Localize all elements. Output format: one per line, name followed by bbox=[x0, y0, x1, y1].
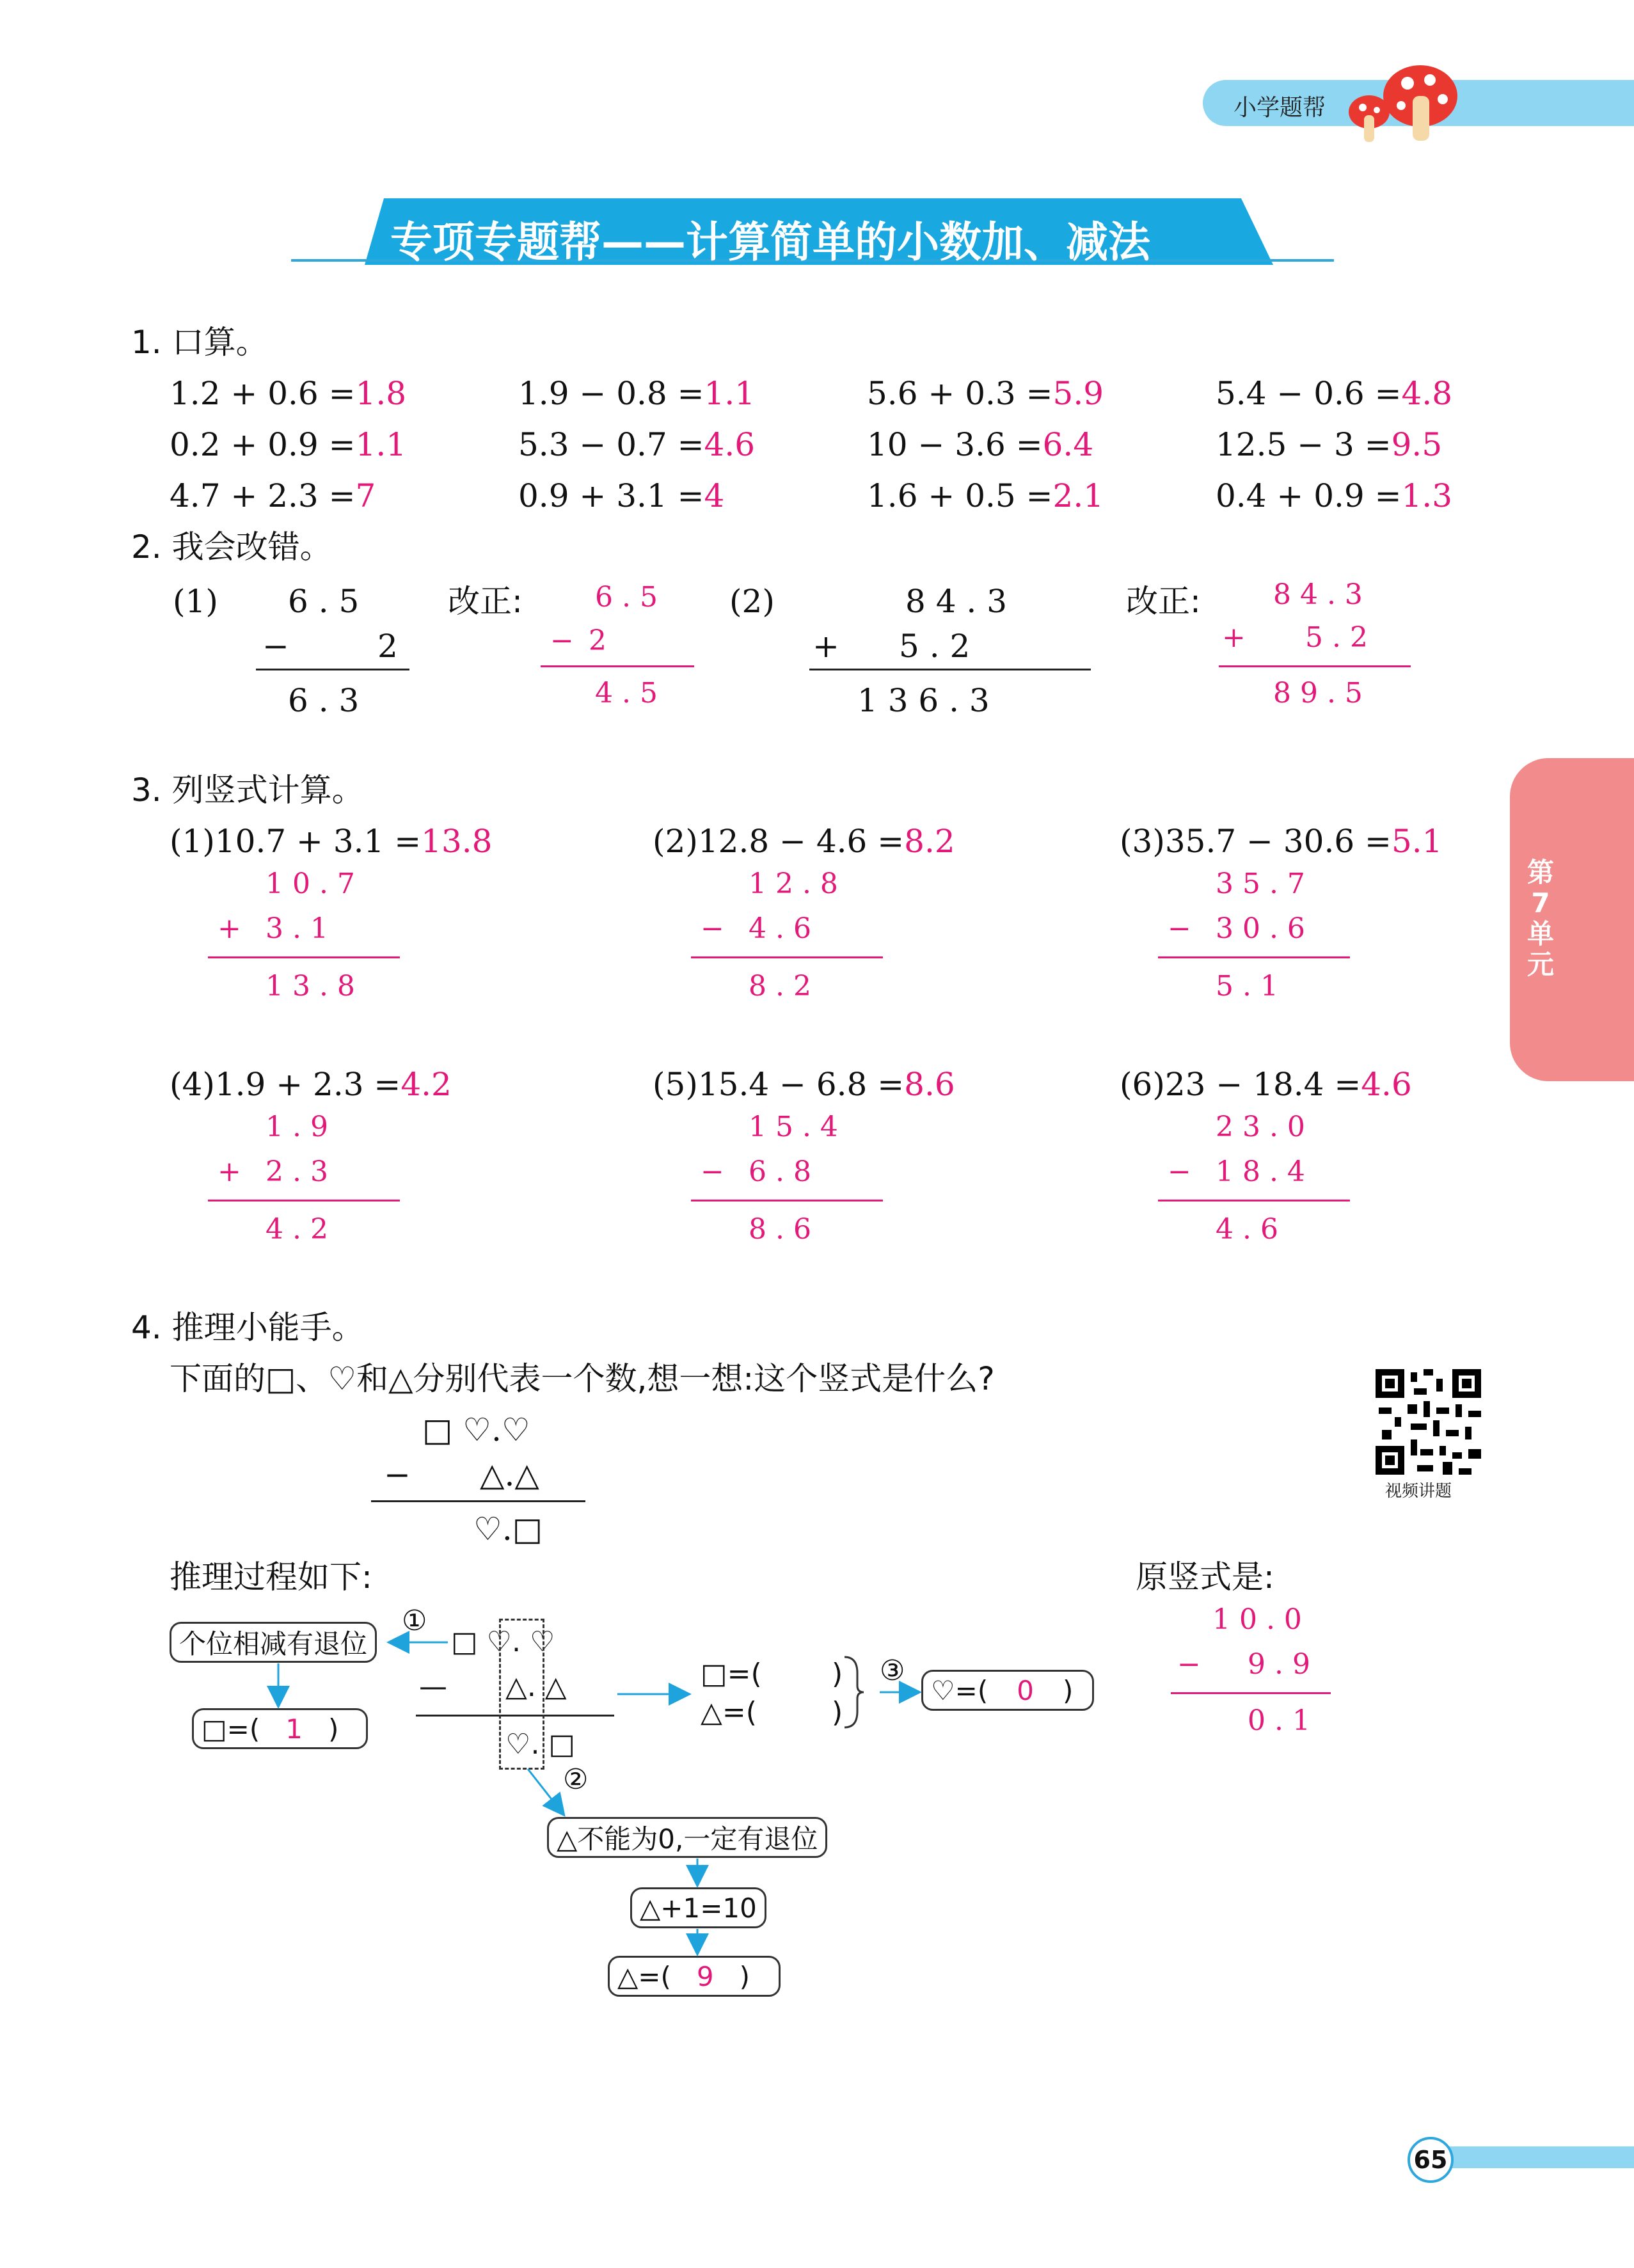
q2-p1-top: 6 . 5 bbox=[288, 583, 360, 620]
calc-expression bbox=[653, 1066, 955, 1103]
mushroom-icon bbox=[1337, 58, 1465, 147]
vertical-op: − bbox=[701, 1155, 724, 1188]
q2-p2-second: 5 . 2 bbox=[899, 628, 971, 665]
q4-puzzle-op: − bbox=[384, 1456, 411, 1493]
vertical-second: 3 0 . 6 bbox=[1216, 912, 1305, 945]
col-result: ♡. □ bbox=[505, 1728, 575, 1761]
vertical-result: 8 . 6 bbox=[749, 1213, 811, 1246]
calc-expr-text: (1)10.7 + 3.1 = bbox=[170, 823, 422, 860]
answer-second: 9 . 9 bbox=[1248, 1648, 1310, 1681]
vertical-second: 2 . 3 bbox=[266, 1155, 328, 1188]
q4-puzzle-second: △.△ bbox=[480, 1456, 539, 1493]
q4-puzzle-result: ♡.□ bbox=[473, 1511, 543, 1548]
triangle-value: 9 bbox=[696, 1960, 714, 1992]
oral-answer: 6.4 bbox=[1042, 426, 1094, 463]
col-top: □ ♡. ♡ bbox=[451, 1626, 555, 1658]
heart-result-text: ♡=( bbox=[931, 1674, 988, 1706]
oral-answer: 4 bbox=[704, 477, 725, 514]
q2-p2-fix-second: 5 . 2 bbox=[1305, 621, 1368, 654]
vertical-top: 1 2 . 8 bbox=[749, 868, 838, 900]
calc-expr-text: (6)23 − 18.4 = bbox=[1120, 1066, 1361, 1103]
vertical-op: − bbox=[701, 912, 724, 945]
vertical-result: 8 . 2 bbox=[749, 970, 811, 1003]
oral-item bbox=[1216, 477, 1453, 514]
q3-title: 3. 列竖式计算。 bbox=[131, 772, 364, 809]
oral-item bbox=[170, 477, 376, 514]
oral-expr: 0.2 + 0.9 = bbox=[170, 426, 356, 463]
rule bbox=[809, 669, 1091, 670]
q2-p1-op: − bbox=[262, 628, 289, 665]
q2-p1-fix-label: 改正: bbox=[448, 583, 523, 620]
step1-label: ① bbox=[402, 1605, 427, 1637]
q2-p1-fix-op: − bbox=[550, 624, 574, 657]
oral-expr: 10 − 3.6 = bbox=[867, 426, 1043, 463]
oral-item bbox=[867, 477, 1104, 514]
oral-item bbox=[1216, 375, 1453, 412]
box-square-text: □=( bbox=[202, 1713, 260, 1745]
oral-answer: 4.8 bbox=[1401, 375, 1453, 412]
q2-p1-label: (1) bbox=[173, 583, 218, 620]
close-paren: ) bbox=[832, 1658, 843, 1690]
oral-answer: 1.8 bbox=[355, 375, 407, 412]
arrow bbox=[528, 1769, 563, 1814]
page-number: 65 bbox=[1408, 2137, 1454, 2183]
q4-prompt: 下面的□、♡和△分别代表一个数,想一想:这个竖式是什么? bbox=[170, 1360, 995, 1397]
calc-expr-text: (3)35.7 − 30.6 = bbox=[1120, 823, 1392, 860]
box-borrow: 个位相减有退位 bbox=[170, 1622, 377, 1663]
oral-item bbox=[518, 477, 725, 514]
rule bbox=[1158, 956, 1350, 958]
vertical-op: − bbox=[1168, 1155, 1191, 1188]
q2-p2-fix-result: 8 9 . 5 bbox=[1273, 677, 1363, 710]
vertical-second: 6 . 8 bbox=[749, 1155, 811, 1188]
calc-answer: 5.1 bbox=[1391, 823, 1443, 860]
calc-answer: 8.2 bbox=[904, 823, 955, 860]
calc-answer: 4.2 bbox=[401, 1066, 452, 1103]
calc-expression bbox=[170, 1066, 452, 1103]
rule bbox=[208, 956, 400, 958]
oral-expr: 5.3 − 0.7 = bbox=[518, 426, 704, 463]
oral-item bbox=[170, 426, 407, 463]
ones-column-highlight bbox=[499, 1619, 544, 1770]
box-triangle-note: △不能为0,一定有退位 bbox=[547, 1817, 827, 1858]
vertical-second: 4 . 6 bbox=[749, 912, 811, 945]
calc-expr-text: (5)15.4 − 6.8 = bbox=[653, 1066, 905, 1103]
calc-expr-text: (4)1.9 + 2.3 = bbox=[170, 1066, 401, 1103]
calc-expression bbox=[653, 823, 955, 860]
oral-answer: 1.1 bbox=[704, 375, 756, 412]
vertical-result: 1 3 . 8 bbox=[266, 970, 355, 1003]
box-triangle-res bbox=[608, 1956, 781, 1997]
vertical-second: 1 8 . 4 bbox=[1216, 1155, 1305, 1188]
q1-title: 1. 口算。 bbox=[131, 324, 268, 361]
oral-answer: 7 bbox=[355, 477, 376, 514]
vertical-top: 1 . 9 bbox=[266, 1111, 328, 1143]
q2-p1-fix-result: 4 . 5 bbox=[595, 677, 658, 710]
vertical-result: 4 . 6 bbox=[1216, 1213, 1278, 1246]
q2-p2-label: (2) bbox=[729, 583, 775, 620]
close-paren: ) bbox=[832, 1696, 843, 1729]
close-paren: ) bbox=[739, 1960, 750, 1992]
rule bbox=[208, 1200, 400, 1201]
oral-expr: 4.7 + 2.3 = bbox=[170, 477, 356, 514]
heart-value: 0 bbox=[1017, 1674, 1034, 1706]
vertical-result: 4 . 2 bbox=[266, 1213, 328, 1246]
rule bbox=[541, 665, 694, 667]
rule bbox=[1219, 665, 1411, 667]
oral-expr: 5.6 + 0.3 = bbox=[867, 375, 1053, 412]
q2-p2-top: 8 4 . 3 bbox=[905, 583, 1008, 620]
col-second: △. △ bbox=[505, 1670, 567, 1703]
q2-title: 2. 我会改错。 bbox=[131, 528, 332, 566]
q2-p1-second: 2 bbox=[377, 628, 398, 665]
oral-expr: 12.5 − 3 = bbox=[1216, 426, 1392, 463]
answer-op: − bbox=[1177, 1648, 1201, 1681]
vertical-top: 3 5 . 7 bbox=[1216, 868, 1305, 900]
oral-answer: 1.1 bbox=[355, 426, 407, 463]
oral-item bbox=[867, 375, 1104, 412]
triangle-result-text: △=( bbox=[617, 1960, 671, 1992]
calc-answer: 8.6 bbox=[904, 1066, 955, 1103]
page-title: 专项专题帮——计算简单的小数加、减法 bbox=[390, 218, 1150, 267]
step2-label: ② bbox=[563, 1763, 589, 1796]
box-square bbox=[192, 1708, 368, 1749]
process-label: 推理过程如下: bbox=[170, 1558, 372, 1596]
brace-icon bbox=[841, 1654, 867, 1731]
vertical-second: 3 . 1 bbox=[266, 912, 328, 945]
q4-puzzle-top: □ ♡.♡ bbox=[422, 1411, 530, 1448]
box-triangle-eq: △+1=10 bbox=[630, 1887, 766, 1928]
rule bbox=[691, 956, 883, 958]
unit-tab-label: 第7单元 bbox=[1527, 857, 1554, 980]
col-op: — bbox=[419, 1670, 447, 1703]
tri-blank: △=( bbox=[701, 1696, 757, 1729]
square-value: 1 bbox=[285, 1713, 303, 1745]
qr-code-icon[interactable] bbox=[1376, 1369, 1481, 1475]
oral-expr: 0.4 + 0.9 = bbox=[1216, 477, 1402, 514]
rule bbox=[256, 669, 409, 670]
rule bbox=[691, 1200, 883, 1201]
answer-result: 0 . 1 bbox=[1248, 1704, 1310, 1737]
calc-expression bbox=[1120, 823, 1443, 860]
oral-answer: 9.5 bbox=[1391, 426, 1443, 463]
calc-expression bbox=[1120, 1066, 1412, 1103]
vertical-op: + bbox=[218, 912, 241, 945]
oral-item bbox=[518, 375, 756, 412]
oral-answer: 2.1 bbox=[1052, 477, 1104, 514]
oral-expr: 1.9 − 0.8 = bbox=[518, 375, 704, 412]
original-label: 原竖式是: bbox=[1136, 1558, 1274, 1596]
rule bbox=[1158, 1200, 1350, 1201]
q2-p1-fix-top: 6 . 5 bbox=[595, 581, 658, 614]
calc-expr-text: (2)12.8 − 4.6 = bbox=[653, 823, 905, 860]
vertical-top: 1 5 . 4 bbox=[749, 1111, 838, 1143]
close-paren: ) bbox=[328, 1713, 339, 1745]
calc-answer: 13.8 bbox=[421, 823, 493, 860]
vertical-top: 2 3 . 0 bbox=[1216, 1111, 1305, 1143]
q2-p1-result: 6 . 3 bbox=[288, 682, 360, 719]
vertical-result: 5 . 1 bbox=[1216, 970, 1278, 1003]
oral-answer: 1.3 bbox=[1401, 477, 1453, 514]
qr-caption: 视频讲题 bbox=[1385, 1482, 1452, 1501]
box-heart bbox=[921, 1670, 1094, 1711]
close-paren: ) bbox=[1062, 1674, 1074, 1706]
rule bbox=[1171, 1692, 1331, 1694]
brand-text: 小学题帮 bbox=[1233, 95, 1326, 121]
oral-item bbox=[867, 426, 1094, 463]
oral-item bbox=[1216, 426, 1443, 463]
page-bar bbox=[1433, 2146, 1634, 2168]
oral-item bbox=[170, 375, 407, 412]
q2-p2-fix-op: + bbox=[1222, 621, 1246, 654]
q2-p2-fix-top: 8 4 . 3 bbox=[1273, 578, 1363, 611]
q4-title: 4. 推理小能手。 bbox=[131, 1309, 364, 1346]
vertical-op: + bbox=[218, 1155, 241, 1188]
q2-p2-fix-label: 改正: bbox=[1126, 583, 1201, 620]
vertical-op: − bbox=[1168, 912, 1191, 945]
oral-expr: 1.2 + 0.6 = bbox=[170, 375, 356, 412]
oral-expr: 0.9 + 3.1 = bbox=[518, 477, 704, 514]
oral-answer: 5.9 bbox=[1052, 375, 1104, 412]
oral-expr: 5.4 − 0.6 = bbox=[1216, 375, 1402, 412]
oral-item bbox=[518, 426, 756, 463]
rule bbox=[371, 1500, 585, 1502]
square-blank: □=( bbox=[701, 1658, 762, 1690]
calc-answer: 4.6 bbox=[1361, 1066, 1412, 1103]
step3-label: ③ bbox=[880, 1654, 905, 1687]
q2-p2-result: 1 3 6 . 3 bbox=[857, 682, 990, 719]
vertical-top: 1 0 . 7 bbox=[266, 868, 355, 900]
calc-expression bbox=[170, 823, 493, 860]
q2-p2-op: + bbox=[813, 628, 839, 665]
oral-expr: 1.6 + 0.5 = bbox=[867, 477, 1053, 514]
oral-answer: 4.6 bbox=[704, 426, 756, 463]
q2-p1-fix-second: 2 bbox=[589, 624, 607, 657]
answer-top: 1 0 . 0 bbox=[1212, 1603, 1302, 1636]
